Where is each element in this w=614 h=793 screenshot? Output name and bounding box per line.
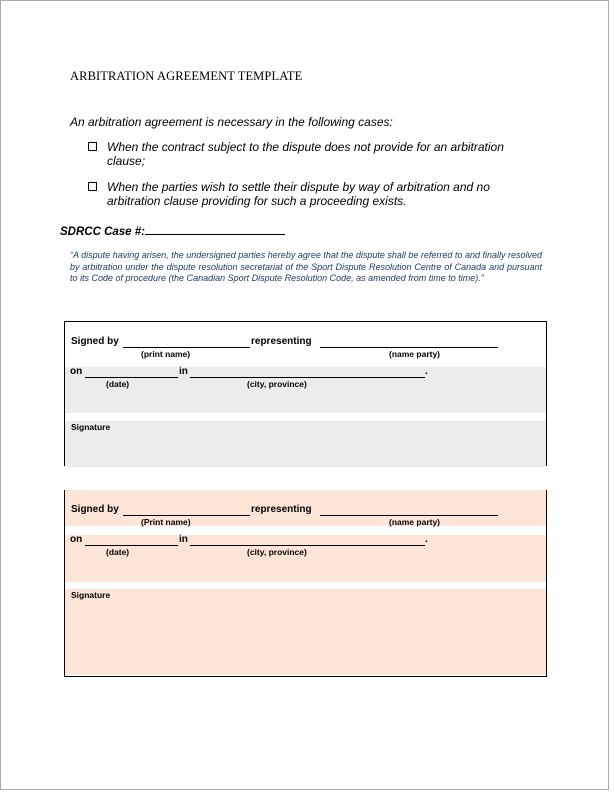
date-line[interactable] xyxy=(85,545,178,546)
print-name-caption: (Print name) xyxy=(141,517,191,527)
city-line[interactable] xyxy=(190,377,425,378)
signature-block-1 xyxy=(64,321,547,466)
agreement-quote: “A dispute having arisen, the undersigned parties hereby agree that the dispute shall be referred to and finally resolved by arbitration under the dispute resolution secretariat of the Sport Dispute Resolution Centre of Canada and pursuant to its Code of procedure (the Canadian Sport Dispute Resolution Code, as amended from time to time).” xyxy=(70,250,542,284)
band-signature-row xyxy=(65,421,546,467)
city-caption: (city, province) xyxy=(247,547,307,557)
print-name-caption: (print name) xyxy=(141,349,191,359)
case-number-field xyxy=(60,223,285,238)
signed-by-label: Signed by xyxy=(71,504,119,515)
on-label: on xyxy=(70,534,83,545)
print-name-line[interactable] xyxy=(123,347,250,348)
name-party-line[interactable] xyxy=(320,515,498,516)
on-label: on xyxy=(70,366,83,377)
signature-label: Signature xyxy=(71,422,111,432)
representing-label: representing xyxy=(251,336,312,347)
document-title: ARBITRATION AGREEMENT TEMPLATE xyxy=(70,69,303,83)
signature-block-2 xyxy=(64,490,547,677)
band-date-row xyxy=(65,367,546,413)
city-caption: (city, province) xyxy=(247,379,307,389)
case-label: SDRCC Case #: xyxy=(60,226,145,238)
bullet-text: When the contract subject to the dispute does not provide for an arbitration clause; xyxy=(107,140,504,168)
print-name-line[interactable] xyxy=(123,515,250,516)
date-caption: (date) xyxy=(106,547,130,557)
intro-text: An arbitration agreement is necessary in the following cases: xyxy=(70,115,393,129)
name-party-line[interactable] xyxy=(320,347,498,348)
period-mark: . xyxy=(425,366,428,377)
band-date-row xyxy=(65,535,546,582)
checkbox-bullet-icon xyxy=(88,142,97,151)
date-caption: (date) xyxy=(106,379,130,389)
band-signature-row xyxy=(65,589,546,675)
in-label: in xyxy=(179,534,188,545)
case-number-line[interactable] xyxy=(145,223,285,235)
in-label: in xyxy=(179,366,188,377)
checkbox-bullet-icon xyxy=(88,182,97,191)
bullet-text: When the parties wish to settle their dispute by way of arbitration and no arbitration clause providing for such a proceeding exists. xyxy=(107,180,490,208)
period-mark: . xyxy=(425,534,428,545)
city-line[interactable] xyxy=(190,545,425,546)
date-line[interactable] xyxy=(85,377,178,378)
signature-label: Signature xyxy=(71,590,111,600)
signed-by-label: Signed by xyxy=(71,336,119,347)
name-party-caption: (name party) xyxy=(389,349,441,359)
representing-label: representing xyxy=(251,504,312,515)
name-party-caption: (name party) xyxy=(389,517,441,527)
